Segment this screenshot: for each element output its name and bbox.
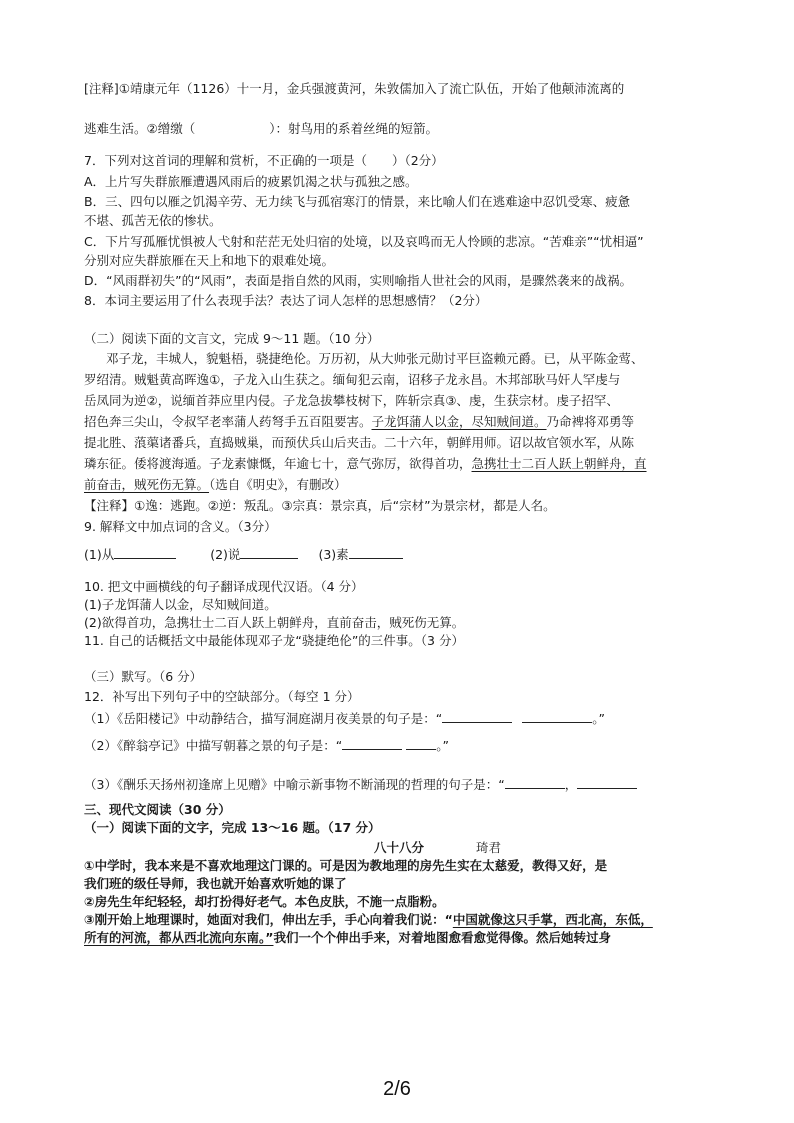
q12-item-1: （1）《岳阳楼记》中动静结合，描写洞庭湖月夜美景的句子是：“ 。” (84, 711, 605, 726)
q7-option-d: D．“风雨群初失”的“风雨”，表面是指自然的风雨，实则喻指人世社会的风雨，是骤然袭来的战祸。 (84, 273, 633, 288)
article-title: 八十八分 (374, 840, 425, 855)
q11-stem: 11. 自己的话概括文中最能体现邓子龙“骁捷绝伦”的三件事。（3 分） (84, 633, 464, 648)
underlined-quote-2: 所有的河流，都从西北流向东南。” (84, 930, 274, 945)
page-number: 2/6 (383, 1078, 411, 1100)
article-paragraph-2: ②房先生年纪轻轻，却打扮得好老气。本色皮肤，不施一点脂粉。 (84, 894, 445, 909)
q7-option-c-line-1: C．下片写孤雁忧惧被人弋射和茫茫无处归宿的处境，以及哀鸣而无人怜顾的悲凉。“苦难亲”“忧相逼” (84, 234, 644, 249)
modern-reading-subheading: （一）阅读下面的文字，完成 13～16 题。（17 分） (84, 820, 381, 835)
answer-blank[interactable] (442, 710, 512, 723)
q7-option-b-line-2: 不堪、孤苦无依的惨状。 (84, 213, 222, 228)
underlined-sentence-1: 子龙饵蒲人以金，尽知贼间道。 (371, 414, 547, 429)
classical-paragraph-line-2: 罗绍清。贼魁黄高晖逸①，子龙入山生获之。缅甸犯云南，诏移子龙永昌。木邦部耿马奸人罕虔与 (84, 372, 621, 387)
modern-reading-heading: 三、现代文阅读（30 分） (84, 802, 231, 817)
article-author: 琦君 (476, 840, 502, 855)
dictation-heading: （三）默写。（6 分） (84, 669, 203, 684)
classical-paragraph-line-4: 招色奔三尖山，令叔罕老率蒲人药弩手五百阻要害。子龙饵蒲人以金，尽知贼间道。乃命裨将邓勇等 (84, 414, 635, 429)
answer-blank[interactable] (114, 546, 176, 559)
q7-option-a: A．上片写失群旅雁遭遇风雨后的疲累饥渴之状与孤独之感。 (84, 174, 418, 189)
q12-item-3: （3）《酬乐天扬州初逢席上见赠》中喻示新事物不断涌现的哲理的句子是：“ ， (84, 776, 637, 794)
q12-stem: 12．补写出下列句子中的空缺部分。（每空 1 分） (84, 689, 360, 704)
classical-paragraph-line-7: 前奋击，贼死伤无算。（选自《明史》，有删改） (84, 477, 347, 492)
answer-blank[interactable] (342, 737, 402, 750)
article-paragraph-3-line-2: 所有的河流，都从西北流向东南。”我们一个个伸出手来，对着地图愈看愈觉得像。然后她转过身 (84, 930, 611, 945)
poem-note-line-1: [注释]①靖康元年（1126）十一月，金兵强渡黄河，朱敦儒加入了流亡队伍，开始了他颠沛流离的 (84, 81, 625, 96)
q10-stem: 10. 把文中画横线的句子翻译成现代汉语。（4 分） (84, 579, 364, 594)
q8-stem: 8．本词主要运用了什么表现手法？表达了词人怎样的思想感情？（2分） (84, 293, 488, 308)
q7-option-b-line-1: B．三、四句以雁之饥渴辛劳、无力续飞与孤宿寒汀的情景，来比喻人们在逃难途中忍饥受寒、疲惫 (84, 194, 631, 209)
answer-blank[interactable] (240, 546, 298, 559)
q10-sentence-1: (1)子龙饵蒲人以金，尽知贼间道。 (84, 597, 277, 612)
underlined-sentence-2b: 前奋击，贼死伤无算。 (84, 477, 210, 492)
answer-blank[interactable] (577, 776, 637, 789)
q7-option-c-line-2: 分别对应失群旅雁在天上和地下的艰难处境。 (84, 253, 335, 268)
classical-heading: （二）阅读下面的文言文，完成 9～11 题。（10 分） (84, 331, 380, 346)
classical-paragraph-line-6: 璘东征。倭将渡海遁。子龙素慷慨，年逾七十，意气弥厉，欲得首功，急携壮士二百人跃上朝鲜舟，直 (84, 456, 647, 471)
classical-notes: 【注释】①逸：逃跑。②逆：叛乱。③宗真：景宗真，后“宗材”为景宗材，都是人名。 (84, 498, 556, 513)
answer-blank[interactable] (406, 737, 436, 750)
classical-paragraph-line-5: 提北胜、蒗蕖诸番兵，直捣贼巢，而预伏兵山后夹击。二十六年，朝鲜用师。诏以故官领水军，从陈 (84, 435, 635, 450)
article-paragraph-3-line-1: ③刚开始上地理课时，她面对我们，伸出左手，手心向着我们说：“中国就像这只手掌，西北高，东低， (84, 912, 653, 927)
answer-blank[interactable] (349, 546, 403, 559)
answer-blank[interactable] (522, 710, 592, 723)
underlined-sentence-2a: 急携壮士二百人跃上朝鲜舟，直 (471, 456, 647, 471)
q9-items: (1)从 (2)说 (3)素 (84, 546, 403, 564)
classical-paragraph-line-1: 邓子龙，丰城人，貌魁梧，骁捷绝伦。万历初，从大帅张元勋讨平巨盗赖元爵。已，从平陈金莺、 (106, 351, 644, 366)
q7-stem: 7．下列对这首词的理解和赏析，不正确的一项是（ ）（2分） (84, 153, 444, 168)
q10-sentence-2: (2)欲得首功，急携壮士二百人跃上朝鲜舟，直前奋击，贼死伤无算。 (84, 615, 465, 630)
article-paragraph-1-line-1: ①中学时，我本来是不喜欢地理这门课的。可是因为教地理的房先生实在太慈爱，教得又好，是 (84, 858, 608, 873)
q9-stem: 9. 解释文中加点词的含义。（3分） (84, 519, 277, 534)
article-paragraph-1-line-2: 我们班的级任导师，我也就开始喜欢听她的课了 (84, 876, 347, 891)
underlined-quote-1: 中国就像这只手掌，西北高，东低， (452, 912, 653, 927)
q12-item-2: （2）《醉翁亭记》中描写朝暮之景的句子是：“ 。” (84, 738, 449, 753)
classical-paragraph-line-3: 岳凤同为逆②，说缅首莽应里内侵。子龙急拔攀枝树下，阵斩宗真③、虔，生获宗材。虔子招罕、 (84, 393, 619, 408)
answer-blank[interactable] (505, 776, 565, 789)
poem-note-line-2: 逃难生活。②缯缴（ ）：射鸟用的系着丝绳的短箭。 (84, 121, 438, 136)
